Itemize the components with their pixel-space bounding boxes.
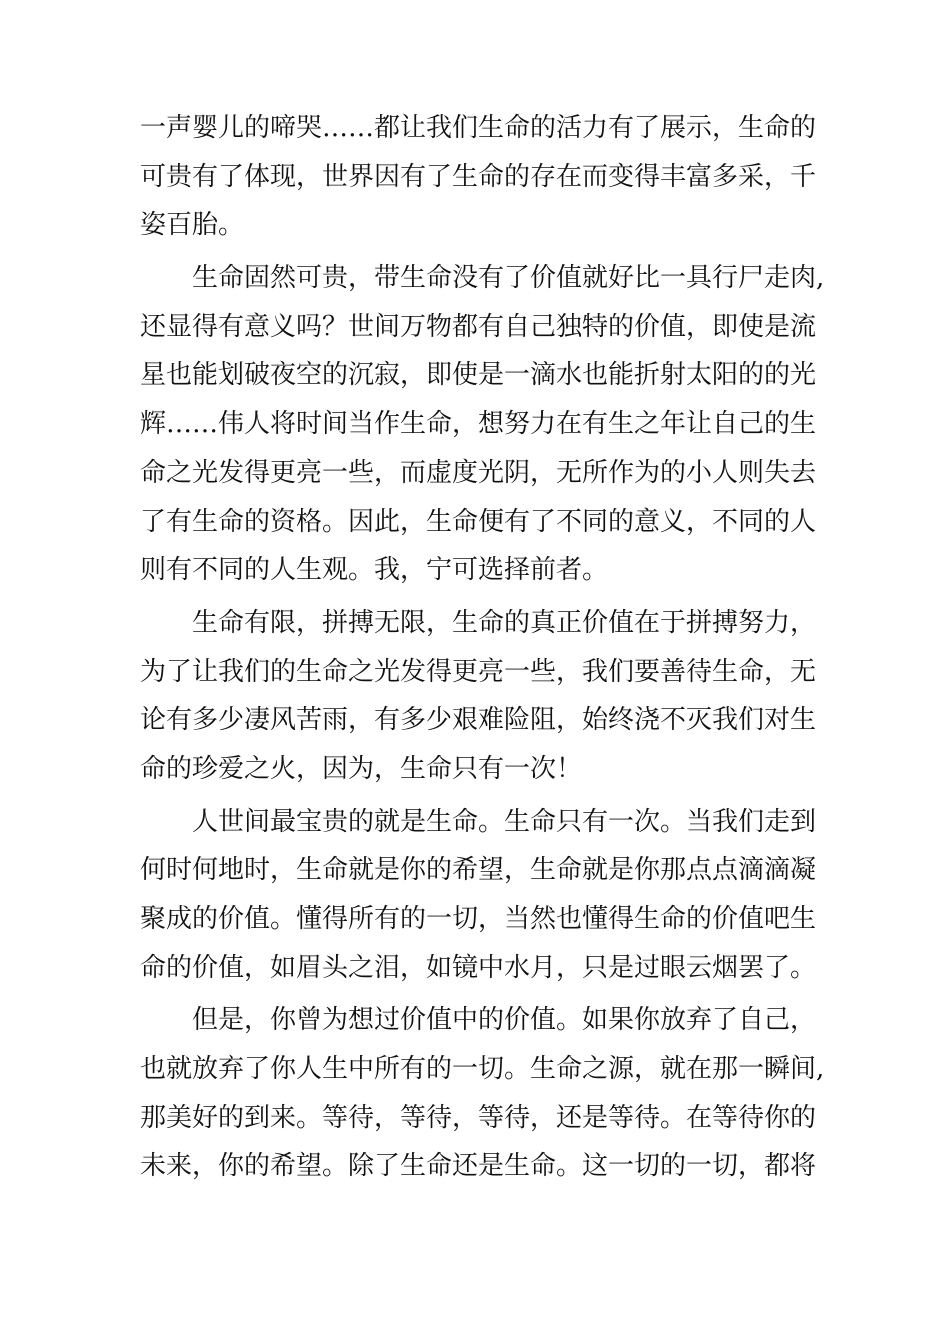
text-line: 了有生命的资格。因此，生命便有了不同的意义，不同的人 <box>140 506 817 537</box>
text-line: 还显得有意义吗？世间万物都有自己独特的价值，即使是流 <box>140 311 817 342</box>
text-line: 一声婴儿的啼哭……都让我们生命的活力有了展示，生命的 <box>140 113 817 143</box>
text-line: 论有多少凄风苦雨，有多少艰难险阻，始终浇不灭我们对生 <box>140 705 817 736</box>
text-line: 命的珍爱之火，因为，生命只有一次！ <box>140 753 583 784</box>
text-line: 生命有限，拼搏无限，生命的真正价值在于拼搏努力， <box>192 607 817 638</box>
paragraph-4 <box>140 798 817 993</box>
text-line: 未来，你的希望。除了生命还是生命。这一切的一切，都将 <box>140 1151 817 1182</box>
text-line: 生命固然可贵，带生命没有了价值就好比一具行尸走肉, <box>192 263 825 294</box>
text-line: 星也能划破夜空的沉寂，即使是一滴水也能折射太阳的的光 <box>140 360 817 391</box>
text-line: 命之光发得更亮一些，而虚度光阴，无所作为的小人则失去 <box>140 457 817 488</box>
paragraph-5 <box>140 996 825 1191</box>
text-line: 那美好的到来。等待，等待，等待，还是等待。在等待你的 <box>140 1102 817 1133</box>
paragraph-2 <box>140 254 825 595</box>
text-line: 也就放弃了你人生中所有的一切。生命之源，就在那一瞬间, <box>140 1054 825 1085</box>
text-line: 辉……伟人将时间当作生命，想努力在有生之年让自己的生 <box>140 409 817 440</box>
text-line: 但是，你曾为想过价值中的价值。如果你放弃了自己， <box>192 1005 817 1036</box>
paragraph-1 <box>140 104 817 250</box>
text-line: 命的价值，如眉头之泪，如镜中水月，只是过眼云烟罢了。 <box>140 952 817 983</box>
document-body <box>140 104 825 1191</box>
text-line: 何时何地时，生命就是你的希望，生命就是你那点点滴滴凝 <box>140 855 817 886</box>
paragraph-3 <box>140 599 817 794</box>
text-line: 可贵有了体现，世界因有了生命的存在而变得丰富多采，千 <box>140 161 817 192</box>
text-line: 聚成的价值。懂得所有的一切，当然也懂得生命的价值吧生 <box>140 904 817 934</box>
text-line: 则有不同的人生观。我，宁可选择前者。 <box>140 555 609 586</box>
text-line: 人世间最宝贵的就是生命。生命只有一次。当我们走到 <box>192 806 817 837</box>
text-line: 为了让我们的生命之光发得更亮一些，我们要善待生命，无 <box>140 656 817 687</box>
text-line: 姿百胎。 <box>140 210 245 241</box>
